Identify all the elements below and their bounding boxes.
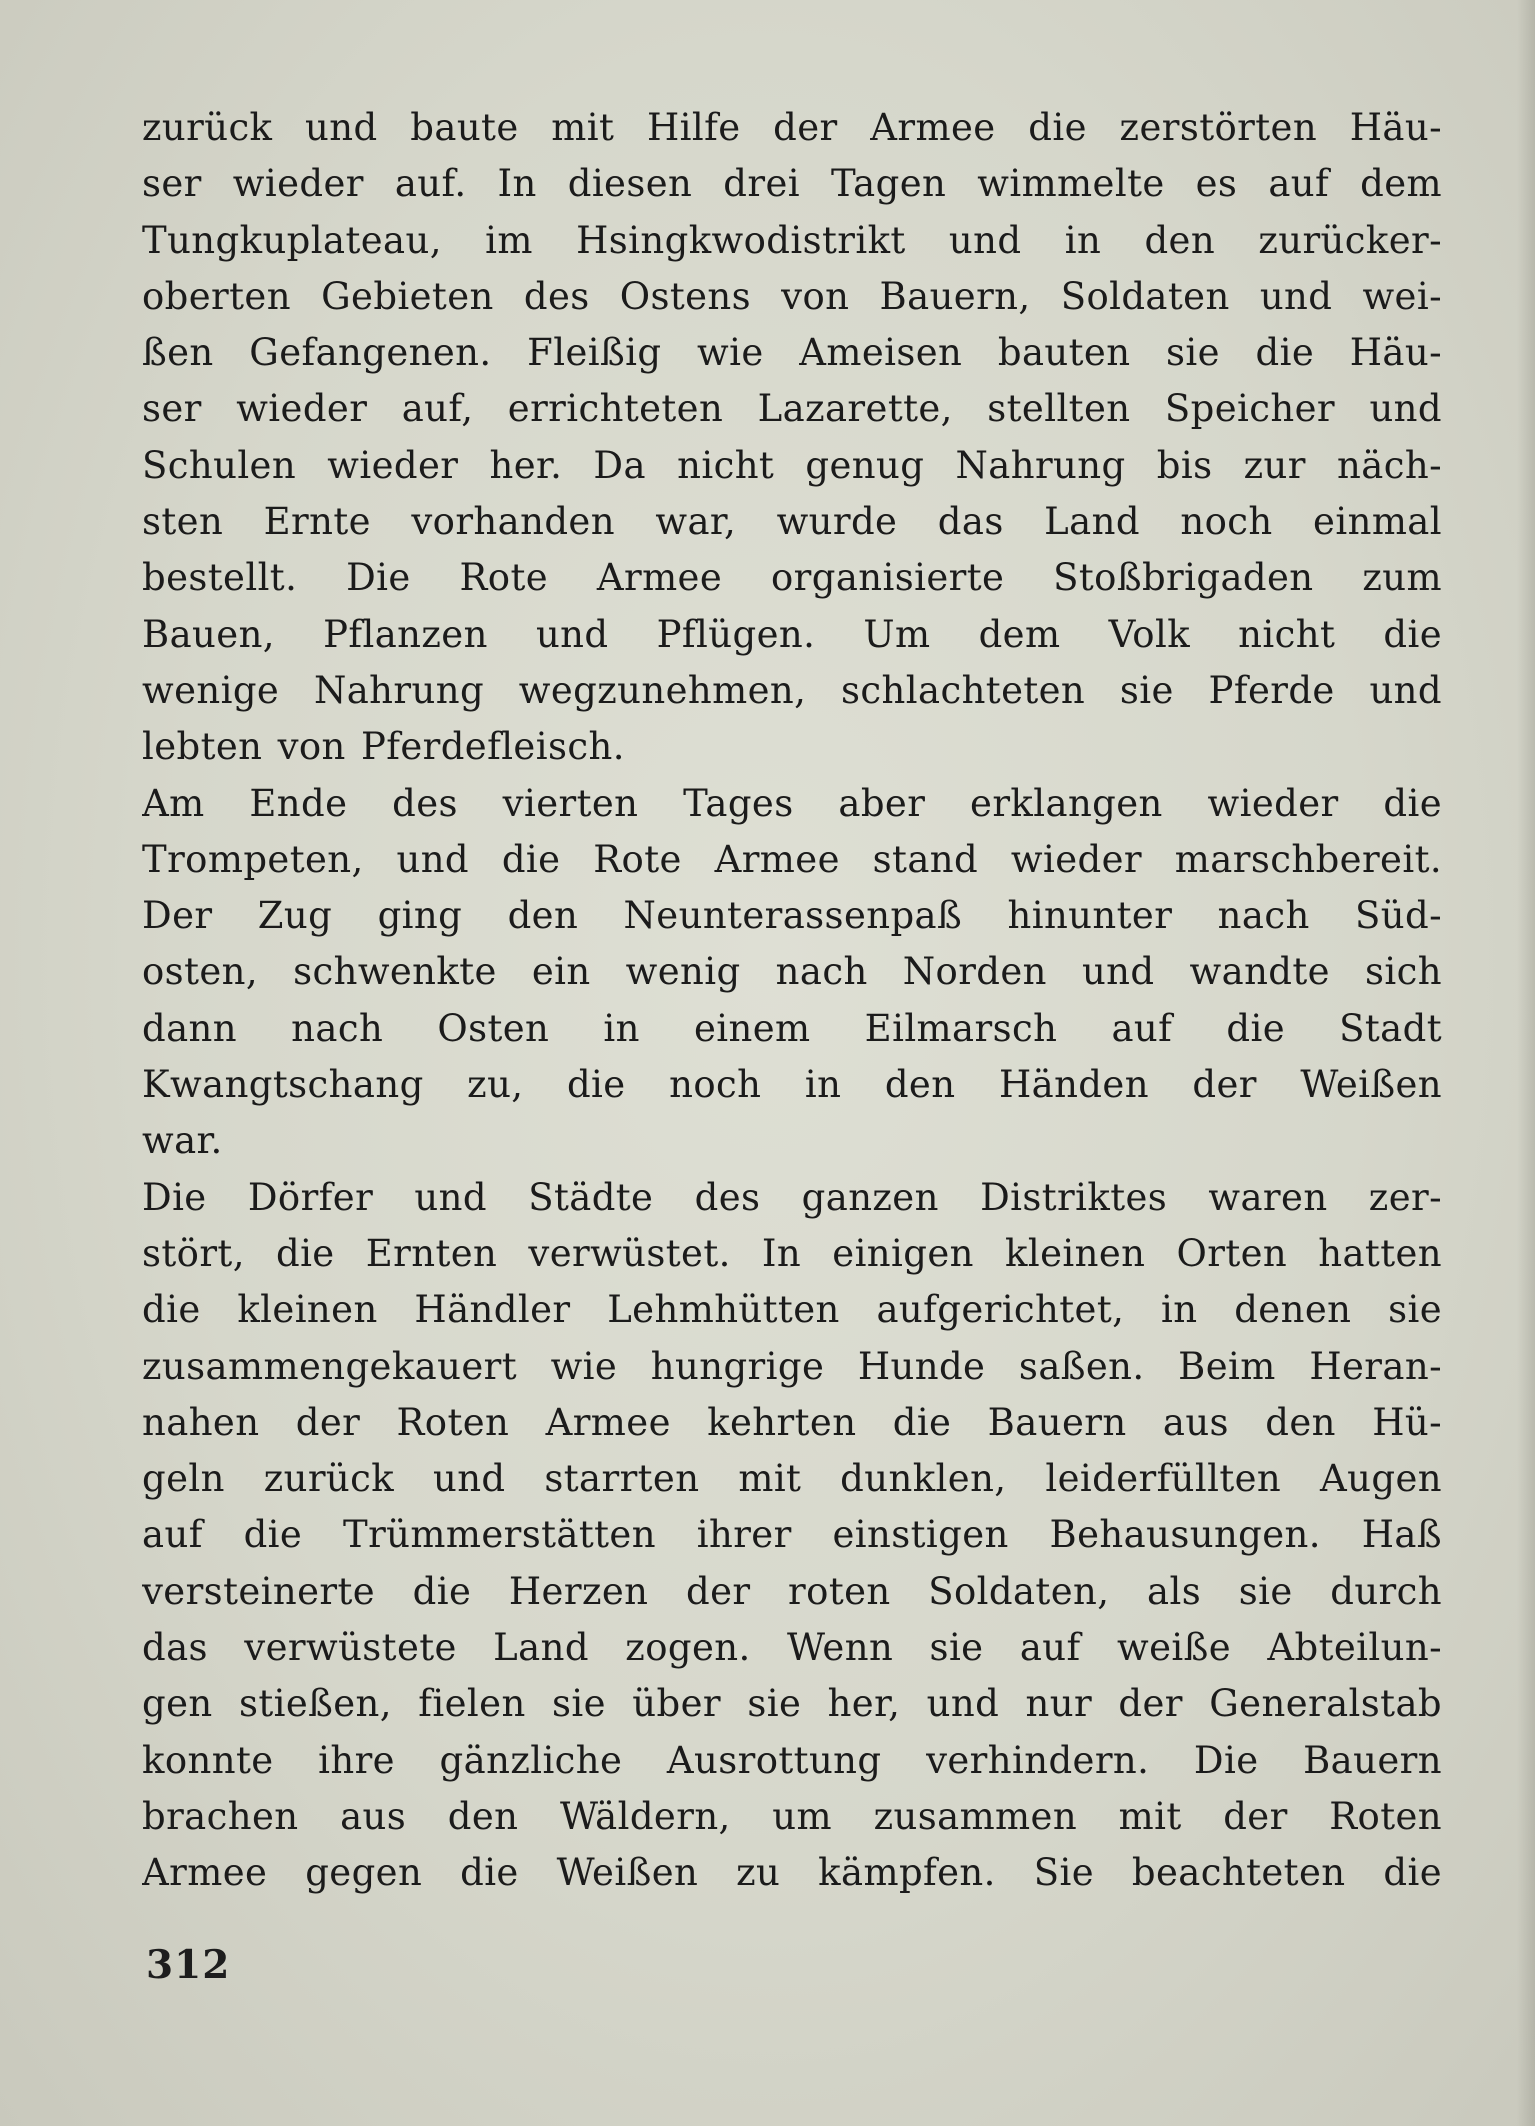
text-line: Die Dörfer und Städte des ganzen Distriktes waren zer- — [142, 1175, 1442, 1219]
text-line: auf die Trümmerstätten ihrer einstigen Behausungen. Haß — [142, 1513, 1442, 1557]
text-line: die kleinen Händler Lehmhütten aufgerichtet, in denen sie — [142, 1288, 1442, 1332]
text-line: das verwüstete Land zogen. Wenn sie auf weiße Abteilun- — [142, 1626, 1442, 1670]
text-line: zurück und baute mit Hilfe der Armee die zerstörten Häu- — [142, 106, 1442, 149]
text-line: Trompeten, und die Rote Armee stand wieder marschbereit. — [142, 837, 1442, 881]
text-line: versteinerte die Herzen der roten Soldaten, als sie durch — [142, 1569, 1442, 1613]
text-line: Tungkuplateau, im Hsingkwodistrikt und in den zurücker- — [142, 218, 1442, 262]
text-line: ser wieder auf, errichteten Lazarette, stellten Speicher und — [142, 387, 1442, 431]
body-text — [142, 100, 1442, 1902]
text-line: konnte ihre gänzliche Ausrottung verhindern. Die Bauern — [142, 1738, 1442, 1782]
text-line: wenige Nahrung wegzunehmen, schlachteten sie Pferde und — [142, 668, 1442, 712]
text-line: oberten Gebieten des Ostens von Bauern, Soldaten und wei- — [142, 274, 1442, 318]
text-line: dann nach Osten in einem Eilmarsch auf die Stadt — [142, 1006, 1442, 1050]
text-line: lebten von Pferdefleisch. — [142, 725, 625, 769]
text-line: Armee gegen die Weißen zu kämpfen. Sie beachteten die — [142, 1851, 1442, 1895]
text-line: stört, die Ernten verwüstet. In einigen kleinen Orten hatten — [142, 1231, 1442, 1275]
text-line: Schulen wieder her. Da nicht genug Nahrung bis zur näch- — [142, 443, 1442, 487]
text-line: zusammengekauert wie hungrige Hunde saßen. Beim Heran- — [142, 1344, 1442, 1388]
text-line: geln zurück und starrten mit dunklen, leiderfüllten Augen — [142, 1457, 1442, 1501]
text-line: Der Zug ging den Neunterassenpaß hinunter nach Süd- — [142, 894, 1442, 938]
text-line: ßen Gefangenen. Fleißig wie Ameisen bauten sie die Häu- — [142, 331, 1442, 375]
text-line: Bauen, Pflanzen und Pflügen. Um dem Volk nicht die — [142, 612, 1442, 656]
text-line: brachen aus den Wäldern, um zusammen mit der Roten — [142, 1794, 1442, 1838]
text-line: gen stießen, fielen sie über sie her, und nur der Generalstab — [142, 1682, 1442, 1726]
text-line: ser wieder auf. In diesen drei Tagen wimmelte es auf dem — [142, 162, 1442, 206]
page-edge-shadow — [1517, 0, 1535, 2126]
text-line: bestellt. Die Rote Armee organisierte Stoßbrigaden zum — [142, 556, 1442, 600]
page-number: 312 — [146, 1942, 231, 1988]
text-line: osten, schwenkte ein wenig nach Norden und wandte sich — [142, 950, 1442, 994]
text-line: war. — [142, 1119, 223, 1163]
text-line: sten Ernte vorhanden war, wurde das Land noch einmal — [142, 500, 1442, 544]
text-line: Kwangtschang zu, die noch in den Händen der Weißen — [142, 1063, 1442, 1107]
text-line: nahen der Roten Armee kehrten die Bauern aus den Hü- — [142, 1400, 1442, 1444]
text-line: Am Ende des vierten Tages aber erklangen wieder die — [142, 781, 1442, 825]
